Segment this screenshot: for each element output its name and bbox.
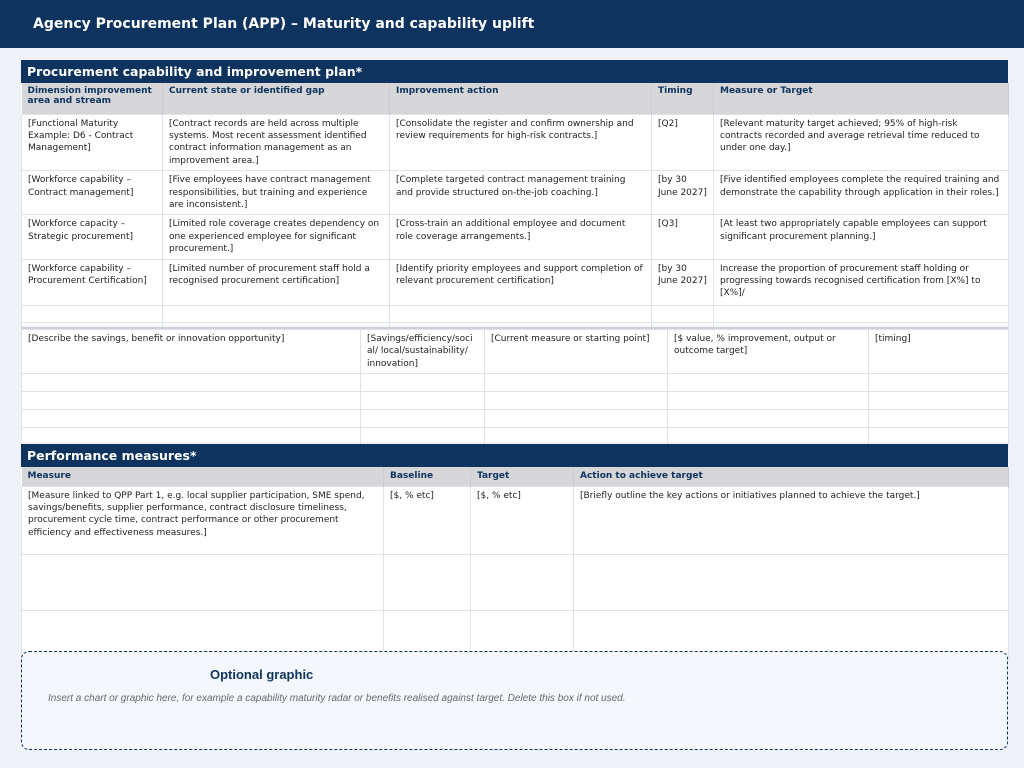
empty-cell[interactable] [22,410,361,428]
cell-measure[interactable]: [Measure linked to QPP Part 1, e.g. local supplier participation, SME spend, savings/benefits, supplier performance, contract disclosure timeliness, procurement cycle time, contract performance or other procurement efficiency and effectiveness measures.] [22,486,384,554]
column-header-dimension: Dimension improvement area and stream [22,83,163,114]
empty-cell[interactable] [471,554,574,610]
cell-dimension[interactable]: [Functional Maturity Example: D6 - Contract Management] [22,114,163,171]
empty-cell[interactable] [869,410,1009,428]
empty-cell[interactable] [22,554,384,610]
page-title: Agency Procurement Plan (APP) – Maturity and capability uplift [0,0,1024,48]
empty-cell[interactable] [361,392,485,410]
empty-cell[interactable] [384,554,471,610]
optional-graphic-box[interactable] [21,651,1008,750]
empty-cell[interactable] [668,374,869,392]
empty-table-row [22,410,1009,428]
table-row [22,259,1009,305]
table-row [22,171,1009,215]
optional-graphic-instructions: Insert a chart or graphic here, for example a capability maturity radar or benefits realised against target. Delete this box if not used. [48,693,626,704]
table-row [22,215,1009,259]
table-row [22,114,1009,171]
table-header-row [22,83,1009,114]
empty-cell[interactable] [869,392,1009,410]
empty-cell[interactable] [574,554,1009,610]
empty-cell[interactable] [668,392,869,410]
cell-dimension[interactable]: [Workforce capability – Procurement Certification] [22,259,163,305]
cell-dimension[interactable]: [Workforce capacity – Strategic procurement] [22,215,163,259]
empty-table-row [22,392,1009,410]
empty-cell[interactable] [485,410,668,428]
empty-cell[interactable] [22,305,163,322]
cell-baseline[interactable]: [$, % etc] [384,486,471,554]
column-header-target: Target [471,467,574,486]
cell-baseline[interactable]: [Current measure or starting point] [485,330,668,374]
table-header-row [22,467,1009,486]
savings-section [21,327,1008,442]
optional-graphic-title: Optional graphic [210,667,314,682]
cell-target[interactable]: [$ value, % improvement, output or outcome target] [668,330,869,374]
column-header-improvement-action: Improvement action [390,83,652,114]
cell-improvement-action[interactable]: [Consolidate the register and confirm ownership and review requirements for high-risk contracts.] [390,114,652,171]
savings-table [21,329,1009,446]
empty-cell[interactable] [22,392,361,410]
table-row [22,330,1009,374]
cell-current-state[interactable]: [Contract records are held across multiple systems. Most recent assessment identified contract information management as an improvement area.] [163,114,390,171]
performance-measures-section [21,444,1008,657]
cell-opportunity-description[interactable]: [Describe the savings, benefit or innovation opportunity] [22,330,361,374]
cell-dimension[interactable]: [Workforce capability – Contract management] [22,171,163,215]
cell-action[interactable]: [Briefly outline the key actions or initiatives planned to achieve the target.] [574,486,1009,554]
empty-cell[interactable] [22,374,361,392]
empty-cell[interactable] [485,392,668,410]
document-sheet [0,48,1024,768]
cell-measure[interactable]: [Five identified employees complete the required training and demonstrate the capability through application in their roles.] [714,171,1009,215]
cell-improvement-action[interactable]: [Identify priority employees and support completion of relevant procurement certification] [390,259,652,305]
cell-current-state[interactable]: [Limited number of procurement staff hold a recognised procurement certification] [163,259,390,305]
cell-measure[interactable]: Increase the proportion of procurement staff holding or progressing towards recognised certification from [X%] to [X%]/ [714,259,1009,305]
empty-cell[interactable] [714,305,1009,322]
cell-timing[interactable]: [by 30 June 2027] [652,171,714,215]
empty-table-row [22,554,1009,610]
capability-plan-heading: Procurement capability and improvement plan* [21,60,1008,83]
column-header-baseline: Baseline [384,467,471,486]
empty-cell[interactable] [869,374,1009,392]
cell-improvement-action[interactable]: [Complete targeted contract management training and provide structured on-the-job coaching.] [390,171,652,215]
column-header-measure: Measure [22,467,384,486]
cell-timing[interactable]: [Q2] [652,114,714,171]
empty-cell[interactable] [668,410,869,428]
column-header-action: Action to achieve target [574,467,1009,486]
empty-cell[interactable] [361,410,485,428]
cell-timing[interactable]: [Q3] [652,215,714,259]
cell-measure[interactable]: [Relevant maturity target achieved; 95% of high-risk contracts recorded and average retrieval time reduced to under one day.] [714,114,1009,171]
performance-measures-table [21,467,1009,659]
table-row [22,486,1009,554]
cell-current-state[interactable]: [Five employees have contract management responsibilities, but training and experience are inconsistent.] [163,171,390,215]
empty-cell[interactable] [361,374,485,392]
cell-benefit-category[interactable]: [Savings/efficiency/social/ local/sustainability/ innovation] [361,330,485,374]
column-header-current-state: Current state or identified gap [163,83,390,114]
empty-table-row [22,374,1009,392]
cell-current-state[interactable]: [Limited role coverage creates dependency on one experienced employee for significant procurement.] [163,215,390,259]
cell-measure[interactable]: [At least two appropriately capable employees can support significant procurement planning.] [714,215,1009,259]
cell-timing[interactable]: [timing] [869,330,1009,374]
empty-cell[interactable] [390,305,652,322]
empty-cell[interactable] [163,305,390,322]
cell-target[interactable]: [$, % etc] [471,486,574,554]
capability-plan-section [21,60,1008,326]
capability-plan-table [21,83,1009,342]
cell-timing[interactable]: [by 30 June 2027] [652,259,714,305]
column-header-timing: Timing [652,83,714,114]
empty-cell[interactable] [652,305,714,322]
empty-table-row [22,305,1009,322]
empty-cell[interactable] [485,374,668,392]
cell-improvement-action[interactable]: [Cross-train an additional employee and document role coverage arrangements.] [390,215,652,259]
column-header-measure: Measure or Target [714,83,1009,114]
performance-measures-heading: Performance measures* [21,444,1008,467]
